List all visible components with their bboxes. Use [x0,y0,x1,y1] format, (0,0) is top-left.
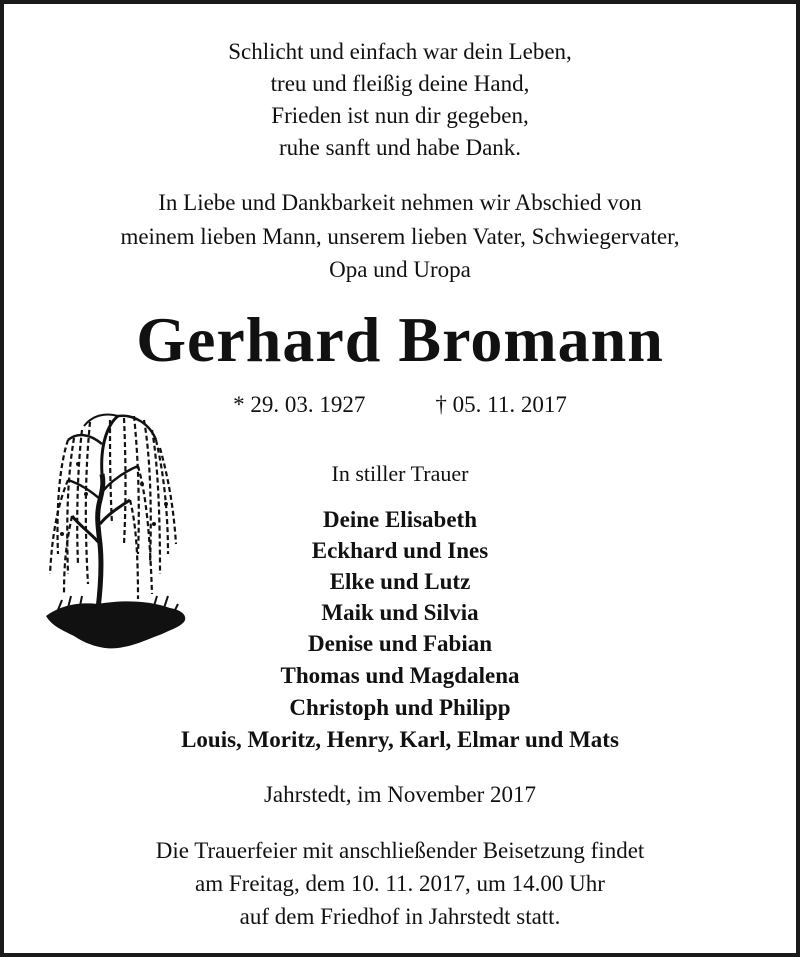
poem-line-2: treu und fleißig deine Hand, [270,71,530,96]
place-and-date: Jahrstedt, im November 2017 [263,782,537,807]
in-mourning-label: In stiller Trauer [331,461,469,486]
intro-line-2: meinem lieben Mann, unserem lieben Vater, Schwiegervater, [120,224,680,249]
mourner-line: Deine Elisabeth [323,507,477,532]
service-line-2: am Freitag, dem 10. 11. 2017, um 14.00 Uhr [195,871,605,896]
death-date: † 05. 11. 2017 [435,392,567,417]
deceased-name: Gerhard Bromann [136,304,664,375]
poem-line-4: ruhe sanft und habe Dank. [278,135,522,160]
poem-line-1: Schlicht und einfach war dein Leben, [228,39,572,64]
intro-line-1: In Liebe und Dankbarkeit nehmen wir Abschied von [158,190,642,215]
intro-line-3: Opa und Uropa [329,257,471,282]
mourner-line: Eckhard und Ines [311,538,489,563]
mourner-line: Thomas und Magdalena [280,663,520,688]
mourner-line: Louis, Moritz, Henry, Karl, Elmar und Mats [181,727,619,752]
mourner-line: Christoph und Philipp [289,695,511,720]
poem-line-3: Frieden ist nun dir gegeben, [271,103,529,128]
service-line-1: Die Trauerfeier mit anschließender Beisetzung findet [155,838,645,863]
mourner-line: Elke und Lutz [329,569,471,594]
service-line-3: auf dem Friedhof in Jahrstedt statt. [239,904,561,929]
mourner-line: Denise und Fabian [307,631,493,656]
birth-date: * 29. 03. 1927 [233,392,366,417]
mourner-line: Maik und Silvia [321,600,479,625]
